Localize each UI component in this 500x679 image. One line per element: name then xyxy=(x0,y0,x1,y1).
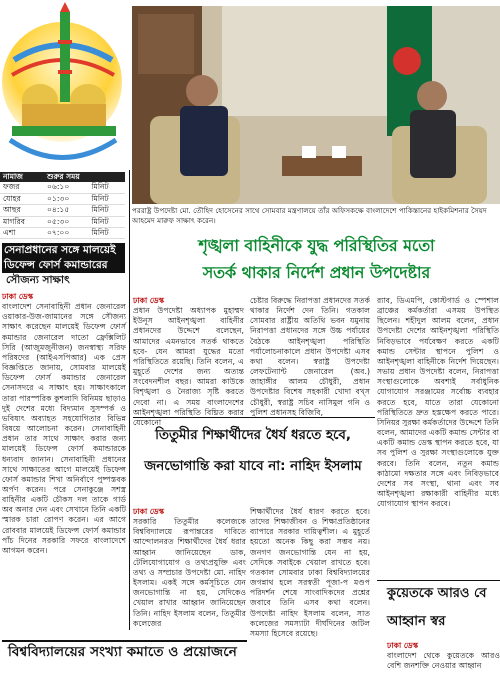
prayer-name: যোহর xyxy=(0,193,44,204)
photo-caption: পররাষ্ট্র উপদেষ্টা মো. তৌহিদ হোসেনের সাথে সোমবার মন্ত্রণালয়ে তাঁর অফিসকক্ষে বাংলাদেশে পাকিস্তানের হাইকমিশনার সৈয়দ আহমেদ মারুফ সাক্ষাৎ করেন। xyxy=(132,206,487,225)
prayer-name: ফজর xyxy=(0,182,44,193)
section-divider xyxy=(377,580,500,581)
main-headline xyxy=(133,232,500,292)
left-headline-line-1: সেনাপ্রধানের সঙ্গে মালয়েই xyxy=(2,243,125,258)
second-story-text-2: শিক্ষার্থীদের ধৈর্য ধারণ করতে হবে। তাদের শিক্ষাজীবন ও শিক্ষাপ্রতিষ্ঠানের ব্যাপারে সরকার দায়িত্বশীল। এ মুহূর্তে হয়তো অনেক কিছু করা সম্ভব নয়। জনগণ জনভোগান্তি যেন না হয়, সেদিকে সবাইকে খেয়াল রাখতে হবে। গতকাল সোমবার ঢাকা বিশ্ববিদ্যালয়ের জগন্নাথ হলে সরস্বতী পূজা-প মণ্ডপ পরিদর্শন শেষে সাংবাদিকদের প্রশ্নের জবাবে তিনি এসব কথা বলেন। উপদেষ্টা নাহিদ ইসলাম বলেন, সাত কলেজের সমস্যাটা দীর্ঘদিনের জটিল সমস্যা হিসেবে রয়েছে। xyxy=(250,507,370,638)
main-story-text-1: প্রধান উপদেষ্টা অধ্যাপক মুহাম্মদ ইউনূস আইনশৃঙ্খলা বাহিনীর প্রধানদের উদ্দেশে বলেছেন, আমাদের এমনভাবে সতর্ক থাকতে হবে- যেন আমরা যুদ্ধের মতো পরিস্থিতিতে রয়েছি। তিনি বলেন, এ মুহূর্তে দেশের জন্য অত্যন্ত সংবেদনশীল বছর। আমরা কাউকে বিশৃঙ্খলা ও নৈরাজ্য সৃষ্টি করতে দেবো না। এ সময় বাংলাদেশের আইনশৃঙ্খলা পরিস্থিতি বিঘ্নিত করার যেকোনো xyxy=(133,306,244,427)
newspaper-logo xyxy=(0,0,127,170)
prayer-row xyxy=(0,205,125,216)
second-story-column-2 xyxy=(250,507,370,637)
dateline: ঢাকা ডেস্ক xyxy=(2,292,34,301)
dateline: ঢাকা ডেস্ক xyxy=(387,641,419,650)
prayer-row xyxy=(0,216,125,227)
kuwait-headline-line-2: আহ্বান স্বর xyxy=(387,614,446,629)
prayer-unit: মিনিট xyxy=(88,228,125,239)
left-story-headline xyxy=(2,243,125,288)
prayer-table-header xyxy=(0,172,125,182)
prayer-row xyxy=(0,193,125,204)
prayer-header-name: নামাজ xyxy=(0,172,44,182)
bottom-story-headline: বিশ্ববিদ্যালয়ের সংখ্যা কমাতে ও প্রয়োজনে xyxy=(2,640,247,679)
prayer-time: ০৪:১৫ xyxy=(44,205,88,216)
column-divider xyxy=(129,170,130,630)
prayer-times-table xyxy=(0,172,127,240)
kuwait-story-text: বাংলাদেশ থেকে কুয়েতকে আরও বেশি জনশক্তি নেওয়ার আহ্বান xyxy=(387,651,500,671)
prayer-time: ০৫:৩০ xyxy=(44,216,88,227)
main-story-text-2: চেষ্টার বিরুদ্ধে নিরাপত্তা প্রধানদের সতর্ক থাকার নির্দেশ দেন তিনি। গতকাল সোমবার রাষ্ট্রীয় অতিথি ভবন যমুনায় নিরাপত্তা প্রধানদের সঙ্গে উচ্চ পর্যায়ের বৈঠকে আইনশৃঙ্খলা পরিস্থিতি পর্যালোচনাকালে প্রধান উপদেষ্টা এসব কথা বলেন। স্বরাষ্ট্র উপদেষ্টা লেফটেন্যান্ট জেনারেল (অব.) জাহাঙ্গীর আলম চৌধুরী, প্রধান উপদেষ্টার বিশেষ সহকারী খোদা বখ্‌স চৌধুরী, স্বরাষ্ট্র সচিব নাসিমুল গনি ও পুলিশ প্রধানসহ বিজিবি, xyxy=(250,296,370,417)
prayer-unit: মিনিট xyxy=(88,216,125,227)
left-headline-line-3: সৌজন্য সাক্ষাৎ xyxy=(6,274,70,286)
second-story-text-1: সরকারি তিতুমীর কলেজকে বিশ্ববিদ্যালয়ে রূপান্তরের দাবিতে আন্দোলনরত শিক্ষার্থীদের ধৈর্য ধরার আহ্বান জানিয়েছেন ডাক, টেলিযোগাযোগ ও তথ্যপ্রযুক্তি এবং তথ্য ও সম্প্রচার উপদেষ্টা মো. নাহিদ ইসলাম। একই সঙ্গে কর্মসূচিতে যেন জনভোগান্তি না হয়, সেদিকেও খেয়াল রাখার আহ্বান জানিয়েছেন তিনি। নাহিদ ইসলাম বলেন, তিতুমীর কলেজের xyxy=(133,517,246,628)
main-headline-line-1: শৃঙ্খলা বাহিনীকে যুদ্ধ পরিস্থিতির মতো xyxy=(198,236,435,255)
prayer-time: ০৬:১০ xyxy=(44,182,88,193)
mosque-emblem-icon xyxy=(0,0,127,170)
kuwait-story-body xyxy=(387,641,500,679)
dateline: ঢাকা ডেস্ক xyxy=(133,296,165,305)
left-story-body xyxy=(2,292,126,592)
second-story-column-1 xyxy=(133,507,246,637)
left-story-text: বাংলাদেশ সেনাবাহিনী প্রধান জেনারেল ওয়াকার-উজ-জামানের সঙ্গে সৌজন্য সাক্ষাৎ করেছেন মালয়েই ডিফেন্স ফোর্স কমান্ডার জেনারেল দাতো ফ্রেক্সিলিট সিরি (আজুমজুনীজন) জনস্বাস্থ্য সরিফ পরিষদের (আইএসপিআর) এক প্রেস বিজ্ঞপ্তিতে জানায়, সোমবার মালয়েই ডিফেন্স ফোর্স কমান্ডার জেনারেল সেনাসদরে এ সাক্ষাৎ হয়। সাক্ষাৎকালে তারা পারস্পরিক কুশলাদি বিনিময় ছাড়াও দুই দেশের মধ্যে বিদ্যমান সুসম্পর্ক ও ভবিষ্যৎ অব্যাহত সহযোগিতার বিভিন্ন বিষয়ে আলোচনা করেন। সেনাবাহিনী প্রধান তার সাথে সাক্ষাৎ করার জন্য মালয়েই ডিফেন্স ফোর্স কমান্ডারকে ধন্যবাদ জানান। সেনাবাহিনী প্রধানের সাথে সাক্ষাতের আগে মালয়েই ডিফেন্স ফোর্স কমান্ডার শিখা অনির্বাণে পুষ্পস্তবক অর্পণ করেন। পরে সেনাকুঞ্জে সশস্ত্র বাহিনীর একটি চৌকস দল তাকে গার্ড অব অনার দেন এবং সেখানে তিনি একটি স্মারক চারা রোপণ করেন। এর আগে রোববার মালয়েই ডিফেন্স ফোর্স কমান্ডার পাঁচ দিনের সরকারি সফরে বাংলাদেশে আগমন করেন। xyxy=(2,302,127,555)
prayer-unit: মিনিট xyxy=(88,205,125,216)
main-headline-line-2: সতর্ক থাকার নির্দেশ প্রধান উপদেষ্টার xyxy=(202,263,431,282)
second-headline-line-2: জনভোগান্তি করা যাবে না: নাহিদ ইসলাম xyxy=(144,459,362,474)
prayer-time: ০১:৩০ xyxy=(44,193,88,204)
kuwait-headline-line-1: কুয়েতকে আরও বে xyxy=(387,586,487,601)
meeting-photo-icon xyxy=(132,6,500,204)
main-story-column-2 xyxy=(250,296,370,417)
prayer-name: এশা xyxy=(0,228,44,239)
prayer-unit: মিনিট xyxy=(88,182,125,193)
main-story-column-3 xyxy=(377,296,499,579)
dateline: ঢাকা ডেস্ক xyxy=(133,507,165,516)
left-headline-line-2: ডিফেন্স ফোর্স কমান্ডারের xyxy=(2,258,125,273)
section-divider xyxy=(133,417,375,418)
prayer-unit: মিনিট xyxy=(88,193,125,204)
prayer-name: আছর xyxy=(0,205,44,216)
second-story-headline xyxy=(133,420,373,500)
second-headline-line-1: তিতুমীর শিক্ষার্থীদের ধৈর্য ধরতে হবে, xyxy=(155,428,351,443)
main-story-column-1 xyxy=(133,296,244,427)
prayer-row xyxy=(0,228,125,239)
prayer-name: মাগরিব xyxy=(0,216,44,227)
prayer-time: ০৭:০০ xyxy=(44,228,88,239)
main-story-text-3: র‍্যাব, ডিএমপি, কোস্টগার্ড ও স্পেশাল ব্রাঞ্চের কর্মকর্তারা এসময় উপস্থিত ছিলেন। শহীদুল আলম বলেন, প্রধান উপদেষ্টা দেশের আইনশৃঙ্খলা পরিস্থিতি নিবিড়ভাবে পর্যবেক্ষণ করতে একটি কমান্ড সেন্টার স্থাপনে পুলিশ ও আইনশৃঙ্খলা বাহিনীকে নির্দেশ দিয়েছেন। সভায় প্রধান উপদেষ্টা বলেন, নিরাপত্তা সংস্থাগুলোকে অবশ্যই সর্বাধুনিক যোগাযোগ সরঞ্জামের সর্বোচ্চ ব্যবহার করতে হবে, যাতে তারা যেকোনো পরিস্থিতিতে দ্রুত হস্তক্ষেপ করতে পারে। সিনিয়র সুরক্ষা কর্মকর্তাদের উদ্দেশে তিনি বলেন, আমাদের একটি কমান্ড সেন্টার বা একটি কমান্ড ডেস্ক স্থাপন করতে হবে, যা সব পুলিশ ও সুরক্ষা সংস্থাগুলোকে যুক্ত করবে। তিনি বলেন, নতুন কমান্ড কাঠামো দক্ষতার সঙ্গে এবং নিবিড়ভাবে দেশের সব সংস্থা, থানা এবং সব আইনশৃঙ্খলা রক্ষাকারী বাহিনীর মধ্যে যোগাযোগ স্থাপন করবে। xyxy=(377,296,500,509)
prayer-row xyxy=(0,182,125,193)
prayer-header-time: শুরুর সময় xyxy=(44,172,125,182)
news-photo xyxy=(132,6,500,204)
kuwait-story-headline xyxy=(387,580,500,638)
